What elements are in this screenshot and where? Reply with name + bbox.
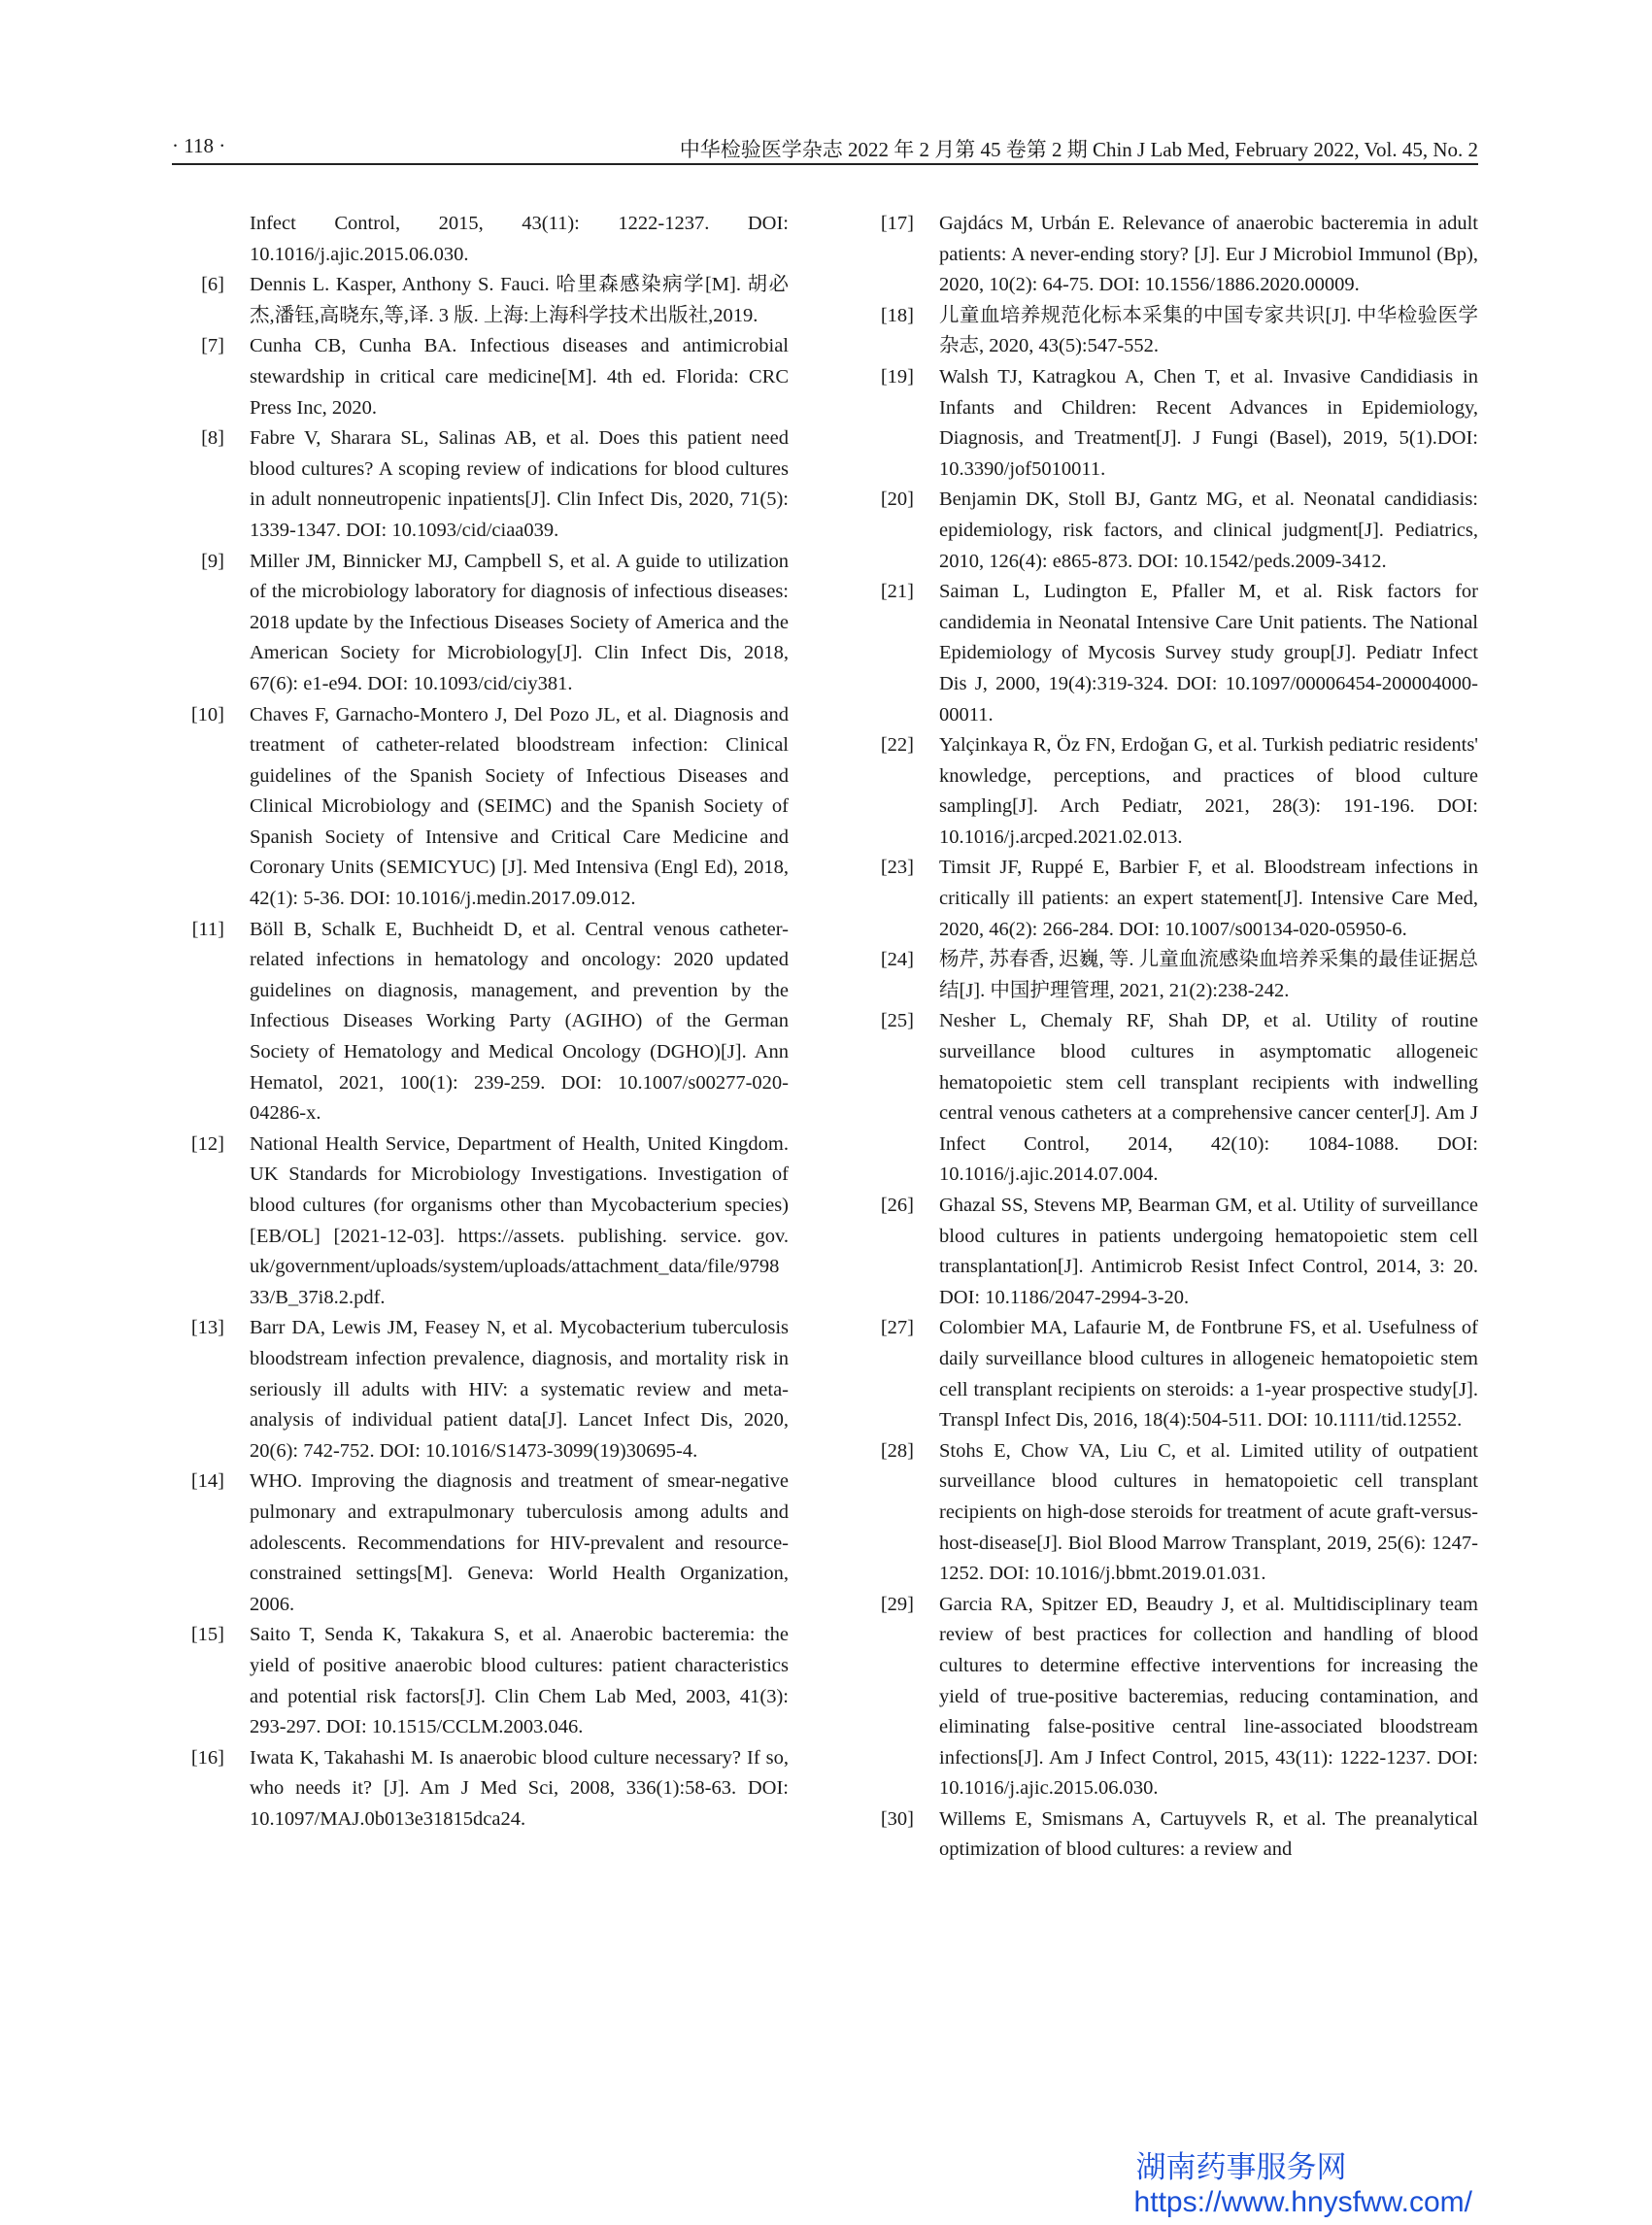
- reference-text: Iwata K, Takahashi M. Is anaerobic blood culture necessary? If so, who needs it? [J]. Am J Med Sci, 2008, 336(1):58-63. DOI: 10.1097/MAJ.0b013e31815dca24.: [250, 1746, 789, 1830]
- reference-number: [9]: [201, 550, 224, 572]
- reference-number: [29]: [880, 1593, 914, 1615]
- reference-entry: [861, 1191, 1478, 1313]
- reference-entry: [861, 945, 1478, 1006]
- reference-text: Böll B, Schalk E, Buchheidt D, et al. Central venous catheter-related infections in hematology and oncology: 2020 updated guidelines on diagnosis, management, and prevention by the Infectious Diseases Working Party (AGIHO) of the German Society of Hematology and Medical Oncology (DGHO)[J]. Ann Hematol, 2021, 100(1): 239-259. DOI: 10.1007/s00277-020-04286-x.: [250, 918, 789, 1125]
- reference-text: Willems E, Smismans A, Cartuyvels R, et al. The preanalytical optimization of blood cultures: a review and: [939, 1807, 1478, 1861]
- reference-entry: [861, 1436, 1478, 1590]
- reference-entry: [861, 209, 1478, 301]
- reference-text: 杨芹, 苏春香, 迟巍, 等. 儿童血流感染血培养采集的最佳证据总结[J]. 中国护理管理, 2021, 21(2):238-242.: [939, 949, 1478, 1001]
- reference-text: National Health Service, Department of Health, United Kingdom. UK Standards for Microbiology Investigations. Investigation of blood cultures (for organisms other than Mycobacterium species) [EB/OL] [2021-12-03]. https://assets. publishing. service. gov. uk/government/uploads/system/uploads/attachment_data/file/979833/B_37i8.2.pdf.: [250, 1132, 789, 1308]
- reference-column-right: [861, 209, 1478, 1866]
- reference-column-left: [172, 209, 789, 1835]
- reference-number: [18]: [880, 304, 914, 326]
- reference-entry: [172, 1313, 789, 1466]
- site-watermark[interactable]: [1134, 2150, 1472, 2220]
- reference-entry: [861, 853, 1478, 945]
- watermark-url-link[interactable]: https://www.hnysfww.com/: [1133, 2186, 1472, 2218]
- reference-text: Saiman L, Ludington E, Pfaller M, et al. Risk factors for candidemia in Neonatal Intensive Care Unit patients. The National Epidemiology of Mycosis Survey study group[J]. Pediatr Infect Dis J, 2000, 19(4):319-324. DOI: 10.1097/00006454-200004000-00011.: [939, 581, 1478, 725]
- reference-number: [28]: [880, 1439, 914, 1462]
- reference-number: [27]: [880, 1317, 914, 1339]
- reference-number: [14]: [190, 1470, 224, 1493]
- reference-text: Gajdács M, Urbán E. Relevance of anaerobic bacteremia in adult patients: A never-ending story? [J]. Eur J Microbiol Immunol (Bp), 2020, 10(2): 64-75. DOI: 10.1556/1886.2020.00009.: [939, 213, 1478, 296]
- reference-entry: [861, 301, 1478, 362]
- reference-entry: [861, 362, 1478, 485]
- reference-entry: [172, 1743, 789, 1836]
- reference-number: [30]: [880, 1807, 914, 1830]
- reference-number: [26]: [880, 1195, 914, 1216]
- reference-text: Nesher L, Chemaly RF, Shah DP, et al. Utility of routine surveillance blood cultures in asymptomatic allogeneic hematopoietic stem cell transplant recipients with indwelling central venous catheters at a comprehensive cancer center[J]. Am J Infect Control, 2014, 42(10): 1084-1088. DOI: 10.1016/j.ajic.2014.07.004.: [939, 1010, 1478, 1186]
- watermark-site-name: 湖南药事服务网: [1135, 2150, 1347, 2184]
- reference-text: Dennis L. Kasper, Anthony S. Fauci. 哈里森感染病学[M]. 胡必杰,潘钰,高晓东,等,译. 3 版. 上海:上海科学技术出版社,2019.: [250, 274, 789, 326]
- reference-text: Stohs E, Chow VA, Liu C, et al. Limited utility of outpatient surveillance blood cultures in hematopoietic cell transplant recipients on high-dose steroids for treatment of acute graft-versus-host-disease[J]. Biol Blood Marrow Transplant, 2019, 25(6): 1247-1252. DOI: 10.1016/j.bbmt.2019.01.031.: [939, 1439, 1478, 1585]
- reference-entry: [172, 270, 789, 331]
- reference-entry: [861, 730, 1478, 853]
- reference-text: Yalçinkaya R, Öz FN, Erdoğan G, et al. Turkish pediatric residents' knowledge, perceptions, and practices of blood culture sampling[J]. Arch Pediatr, 2021, 28(3): 191-196. DOI: 10.1016/j.arcped.2021.02.013.: [939, 734, 1478, 848]
- reference-text: Chaves F, Garnacho-Montero J, Del Pozo JL, et al. Diagnosis and treatment of catheter-related bloodstream infection: Clinical guidelines of the Spanish Society of Infectious Diseases and Clinical Microbiology and (SEIMC) and the Spanish Society of Spanish Society of Intensive and Critical Care Medicine and Coronary Units (SEMICYUC) [J]. Med Intensiva (Engl Ed), 2018, 42(1): 5-36. DOI: 10.1016/j.medin.2017.09.012.: [250, 703, 789, 910]
- reference-text: Miller JM, Binnicker MJ, Campbell S, et al. A guide to utilization of the microbiology laboratory for diagnosis of infectious diseases: 2018 update by the Infectious Diseases Society of America and the American Society for Microbiology[J]. Clin Infect Dis, 2018, 67(6): e1-e94. DOI: 10.1093/cid/ciy381.: [250, 550, 789, 694]
- reference-entry: [861, 577, 1478, 730]
- running-header: [172, 130, 1478, 165]
- reference-text: Fabre V, Sharara SL, Salinas AB, et al. Does this patient need blood cultures? A scoping review of indications for blood cultures in adult nonneutropenic inpatients[J]. Clin Infect Dis, 2020, 71(5): 1339-1347. DOI: 10.1093/cid/ciaa039.: [250, 427, 789, 541]
- reference-text: Garcia RA, Spitzer ED, Beaudry J, et al. Multidisciplinary team review of best practices for collection and handling of blood cultures to determine effective interventions for increasing the yield of true-positive bacteremias, reducing contamination, and eliminating false-positive central line-associated bloodstream infections[J]. Am J Infect Control, 2015, 43(11): 1222-1237. DOI: 10.1016/j.ajic.2015.06.030.: [939, 1593, 1478, 1800]
- reference-text: Cunha CB, Cunha BA. Infectious diseases and antimicrobial stewardship in critical care medicine[M]. 4th ed. Florida: CRC Press Inc, 2020.: [250, 335, 789, 419]
- reference-entry: [861, 1590, 1478, 1804]
- reference-number: [7]: [201, 335, 224, 357]
- reference-number: [22]: [880, 734, 914, 757]
- reference-entry: [172, 331, 789, 423]
- reference-number: [16]: [190, 1746, 224, 1769]
- reference-entry: [172, 1466, 789, 1620]
- reference-text: Benjamin DK, Stoll BJ, Gantz MG, et al. Neonatal candidiasis: epidemiology, risk factors, and clinical judgment[J]. Pediatrics, 2010, 126(4): e865-873. DOI: 10.1542/peds.2009-3412.: [939, 489, 1478, 572]
- reference-entry: [172, 547, 789, 700]
- reference-text: Infect Control, 2015, 43(11): 1222-1237. DOI: 10.1016/j.ajic.2015.06.030.: [250, 213, 789, 265]
- reference-entry: [861, 1313, 1478, 1435]
- reference-number: [15]: [190, 1624, 224, 1646]
- reference-entry: [172, 915, 789, 1129]
- reference-number: [23]: [880, 857, 914, 879]
- reference-number: [13]: [190, 1317, 224, 1339]
- reference-number: [24]: [880, 949, 914, 971]
- reference-number: [12]: [190, 1132, 224, 1155]
- reference-number: [25]: [880, 1010, 914, 1032]
- reference-entry: [172, 209, 789, 270]
- reference-number: [20]: [880, 489, 914, 511]
- reference-entry: [861, 1804, 1478, 1866]
- reference-text: 儿童血培养规范化标本采集的中国专家共识[J]. 中华检验医学杂志, 2020, 43(5):547-552.: [939, 304, 1478, 357]
- reference-text: Ghazal SS, Stevens MP, Bearman GM, et al. Utility of surveillance blood cultures in patients undergoing hematopoietic stem cell transplantation[J]. Antimicrob Resist Infect Control, 2014, 3: 20. DOI: 10.1186/2047-2994-3-20.: [939, 1195, 1478, 1308]
- reference-entry: [861, 1006, 1478, 1191]
- reference-number: [21]: [880, 581, 914, 603]
- reference-number: [8]: [201, 427, 224, 450]
- reference-number: [19]: [880, 365, 914, 388]
- reference-text: Timsit JF, Ruppé E, Barbier F, et al. Bloodstream infections in critically ill patients: an expert statement[J]. Intensive Care Med, 2020, 46(2): 266-284. DOI: 10.1007/s00134-020-05950-6.: [939, 857, 1478, 940]
- reference-entry: [861, 485, 1478, 577]
- reference-number: [10]: [190, 703, 224, 725]
- journal-citation: 中华检验医学杂志 2022 年 2 月第 45 卷第 2 期 Chin J Lab Med, February 2022, Vol. 45, No. 2: [679, 138, 1478, 161]
- page-number: · 118 ·: [172, 134, 226, 157]
- reference-entry: [172, 1129, 789, 1314]
- reference-text: WHO. Improving the diagnosis and treatment of smear-negative pulmonary and extrapulmonary tuberculosis among adults and adolescents. Recommendations for HIV-prevalent and resource-constrained settings[M]. Geneva: World Health Organization, 2006.: [250, 1470, 789, 1615]
- reference-entry: [172, 423, 789, 546]
- reference-text: Walsh TJ, Katragkou A, Chen T, et al. Invasive Candidiasis in Infants and Children: Recent Advances in Epidemiology, Diagnosis, and Treatment[J]. J Fungi (Basel), 2019, 5(1).DOI: 10.3390/jof5010011.: [939, 365, 1478, 480]
- reference-entry: [172, 700, 789, 915]
- reference-entry: [172, 1620, 789, 1742]
- reference-text: Colombier MA, Lafaurie M, de Fontbrune FS, et al. Usefulness of daily surveillance blood cultures in allogeneic hematopoietic stem cell transplant recipients on steroids: a 1-year prospective study[J]. Transpl Infect Dis, 2016, 18(4):504-511. DOI: 10.1111/tid.12552.: [939, 1317, 1478, 1432]
- reference-number: [17]: [880, 213, 914, 234]
- reference-text: Saito T, Senda K, Takakura S, et al. Anaerobic bacteremia: the yield of positive anaerobic blood cultures: patient characteristics and potential risk factors[J]. Clin Chem Lab Med, 2003, 41(3): 293-297. DOI: 10.1515/CCLM.2003.046.: [250, 1624, 789, 1738]
- reference-number: [11]: [191, 918, 224, 940]
- reference-text: Barr DA, Lewis JM, Feasey N, et al. Mycobacterium tuberculosis bloodstream infection prevalence, diagnosis, and mortality risk in seriously ill adults with HIV: a systematic review and meta-analysis of individual patient data[J]. Lancet Infect Dis, 2020, 20(6): 742-752. DOI: 10.1016/S1473-3099(19)30695-4.: [250, 1317, 789, 1462]
- reference-number: [6]: [201, 274, 224, 296]
